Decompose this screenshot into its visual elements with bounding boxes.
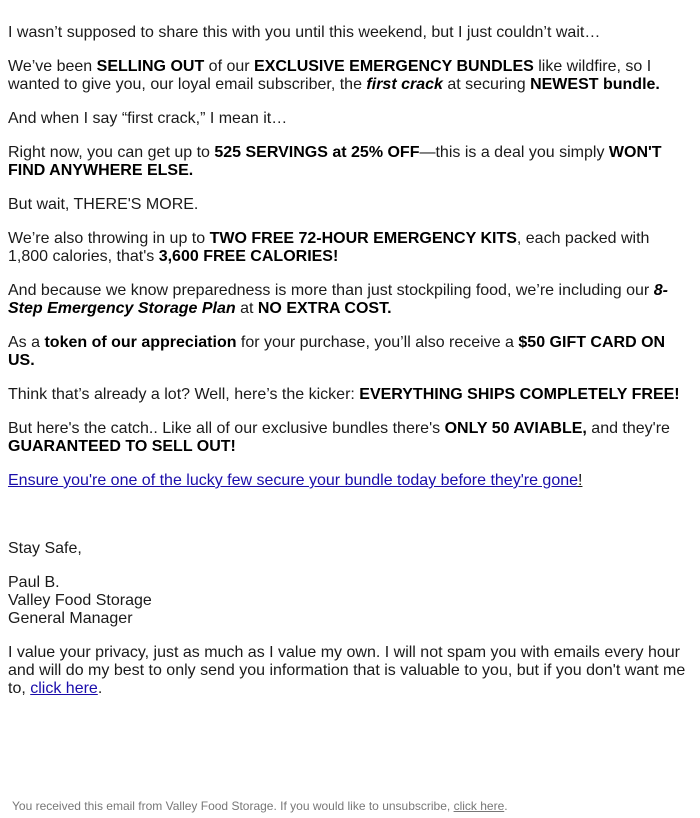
intro-paragraph: I wasn’t supposed to share this with you until this weekend, but I just couldn’t wait… <box>8 24 601 41</box>
cta-paragraph <box>8 472 692 490</box>
sender-name: Paul B. <box>8 574 60 591</box>
spacer <box>8 506 692 540</box>
sender-company: Valley Food Storage <box>8 592 152 609</box>
signature-block <box>8 574 692 628</box>
emergency-kits-paragraph: We’re also throwing in up to TWO FREE 72-HOUR EMERGENCY KITS, each packed with 1,800 calories, that's 3,600 FREE CALORIES! <box>8 230 650 265</box>
cta-exclamation: ! <box>578 472 583 489</box>
servings-offer-paragraph: Right now, you can get up to 525 SERVINGS at 25% OFF—this is a deal you simply WON'T FIND ANYWHERE ELSE. <box>8 144 662 179</box>
storage-plan-paragraph: And because we know preparedness is more than just stockpiling food, we’re including our 8-Step Emergency Storage Plan at NO EXTRA COST. <box>8 282 668 317</box>
more-paragraph: But wait, THERE'S MORE. <box>8 196 199 213</box>
privacy-paragraph: I value your privacy, just as much as I value my own. I will not spam you with emails every hour and will do my best to only send you information that is valuable to you, but if you don't want me to, click here. <box>8 644 686 697</box>
catch-paragraph: But here's the catch.. Like all of our exclusive bundles there's ONLY 50 AVIABLE, and they're GUARANTEED TO SELL OUT! <box>8 420 670 455</box>
gift-card-paragraph: As a token of our appreciation for your purchase, you’ll also receive a $50 GIFT CARD ON US. <box>8 334 666 369</box>
email-footer: You received this email from Valley Food Storage. If you would like to unsubscribe, click here. <box>12 799 508 813</box>
email-body <box>8 24 692 714</box>
sender-title: General Manager <box>8 610 133 627</box>
free-shipping-paragraph: Think that’s already a lot? Well, here’s the kicker: EVERYTHING SHIPS COMPLETELY FREE! <box>8 386 680 403</box>
privacy-unsubscribe-link[interactable]: click here <box>30 680 98 697</box>
secure-bundle-link[interactable]: Ensure you're one of the lucky few secure your bundle today before they're gone <box>8 472 579 489</box>
closing-text: Stay Safe, <box>8 540 82 557</box>
footer-unsubscribe-link[interactable]: click here <box>453 799 505 813</box>
first-crack-paragraph: And when I say “first crack,” I mean it… <box>8 110 288 127</box>
signoff <box>8 540 692 628</box>
selling-out-paragraph: We’ve been SELLING OUT of our EXCLUSIVE EMERGENCY BUNDLES like wildfire, so I wanted to give you, our loyal email subscriber, the first crack at securing NEWEST bundle. <box>8 58 660 93</box>
